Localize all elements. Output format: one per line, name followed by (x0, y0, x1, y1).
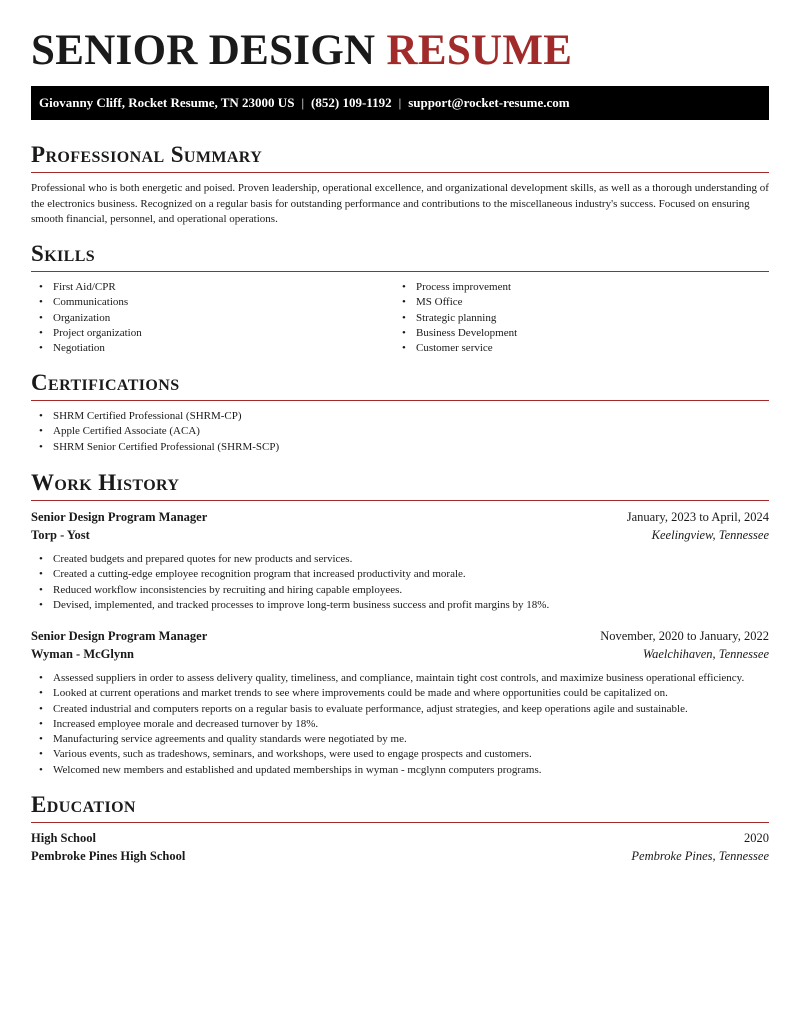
job-bullet: • Various events, such as tradeshows, seminars, and workshops, were used to engage prospects and customers. (31, 747, 744, 762)
skill-item: • Customer service (394, 341, 517, 356)
job-location: Keelingview, Tennessee (651, 528, 769, 542)
contact-bar (31, 86, 769, 120)
job-company: Wyman - McGlynn (31, 647, 135, 661)
education-school-row (31, 849, 769, 867)
contact-phone: (852) 109-1192 (311, 95, 392, 110)
skill-item: • Organization (31, 311, 142, 326)
skill-item: • MS Office (394, 295, 517, 310)
certifications-list (31, 409, 279, 455)
job-dates: January, 2023 to April, 2024 (626, 510, 769, 524)
job-bullet: • Created a cutting-edge employee recognition program that increased productivity and morale. (31, 567, 549, 582)
skill-item: • Process improvement (394, 280, 517, 295)
job-title-row (31, 629, 769, 647)
contact-address: Giovanny Cliff, Rocket Resume, TN 23000 US (39, 95, 295, 110)
skill-item: • Negotiation (31, 341, 142, 356)
job-location: Waelchihaven, Tennessee (642, 647, 769, 661)
certification-item: • Apple Certified Associate (ACA) (31, 424, 279, 439)
job-bullet: • Welcomed new members and established and updated memberships in wyman - mcglynn computers programs. (31, 763, 744, 778)
job-title-row (31, 510, 769, 528)
job-bullet: • Created budgets and prepared quotes for new products and services. (31, 552, 549, 567)
skill-item: • First Aid/CPR (31, 280, 142, 295)
contact-separator: | (398, 95, 402, 110)
job-title: Senior Design Program Manager (31, 629, 208, 643)
skills-list-right (394, 280, 517, 356)
section-divider (31, 822, 769, 823)
certification-item: • SHRM Senior Certified Professional (SHRM-SCP) (31, 440, 279, 455)
job-bullet: • Manufacturing service agreements and quality standards were negotiated by me. (31, 732, 744, 747)
contact-separator: | (301, 95, 305, 110)
job-bullet: • Reduced workflow inconsistencies by recruiting and hiring capable employees. (31, 583, 549, 598)
education-degree-row (31, 831, 769, 849)
section-heading-certifications: Certifications (31, 370, 180, 395)
job-company: Torp - Yost (31, 528, 90, 542)
contact-email: support@rocket-resume.com (408, 95, 570, 110)
job-bullet: • Looked at current operations and market trends to see where improvements could be made and where opportunities could be capitalized on. (31, 686, 744, 701)
section-heading-education: Education (31, 792, 136, 817)
job-bullet: • Increased employee morale and decreased turnover by 18%. (31, 717, 744, 732)
job-bullet: • Created industrial and computers reports on a regular basis to evaluate performance, adjust strategies, and keep operations agile and sustainable. (31, 702, 744, 717)
skills-list-left (31, 280, 142, 356)
section-divider (31, 271, 769, 272)
section-heading-work-history: Work History (31, 470, 180, 495)
summary-text: Professional who is both energetic and poised. Proven leadership, operational excellence, and organizational development skills, as well as a thorough understanding of the electronics business. Recognized on a regular basis for outstanding performance and contributions to the miscellaneous industry's success. Focused on ensuring smooth financial, personnel, and operational operations. (31, 182, 769, 225)
job-title: Senior Design Program Manager (31, 510, 208, 524)
skill-item: • Strategic planning (394, 311, 517, 326)
education-location: Pembroke Pines, Tennessee (631, 849, 769, 863)
section-heading-summary: Professional Summary (31, 142, 263, 167)
section-divider (31, 500, 769, 501)
job-dates: November, 2020 to January, 2022 (600, 629, 769, 643)
resume-title (31, 26, 572, 76)
skill-item: • Business Development (394, 326, 517, 341)
job-company-row (31, 528, 769, 546)
education-year: 2020 (744, 831, 769, 845)
education-school: Pembroke Pines High School (31, 849, 186, 863)
job-bullets (31, 552, 549, 613)
section-divider (31, 400, 769, 401)
section-heading-skills: Skills (31, 241, 96, 266)
job-bullet: • Assessed suppliers in order to assess delivery quality, timeliness, and compliance, maintain tight cost controls, and maximize business operational efficiency. (31, 671, 744, 686)
job-bullets (31, 671, 744, 778)
certification-item: • SHRM Certified Professional (SHRM-CP) (31, 409, 279, 424)
section-divider (31, 172, 769, 173)
job-bullet: • Devised, implemented, and tracked processes to improve long-term business success and profit margins by 18%. (31, 598, 549, 613)
title-accent: RESUME (386, 27, 573, 74)
job-company-row (31, 647, 769, 665)
education-degree: High School (31, 831, 96, 845)
skill-item: • Communications (31, 295, 142, 310)
title-main: SENIOR DESIGN (31, 27, 376, 74)
skill-item: • Project organization (31, 326, 142, 341)
